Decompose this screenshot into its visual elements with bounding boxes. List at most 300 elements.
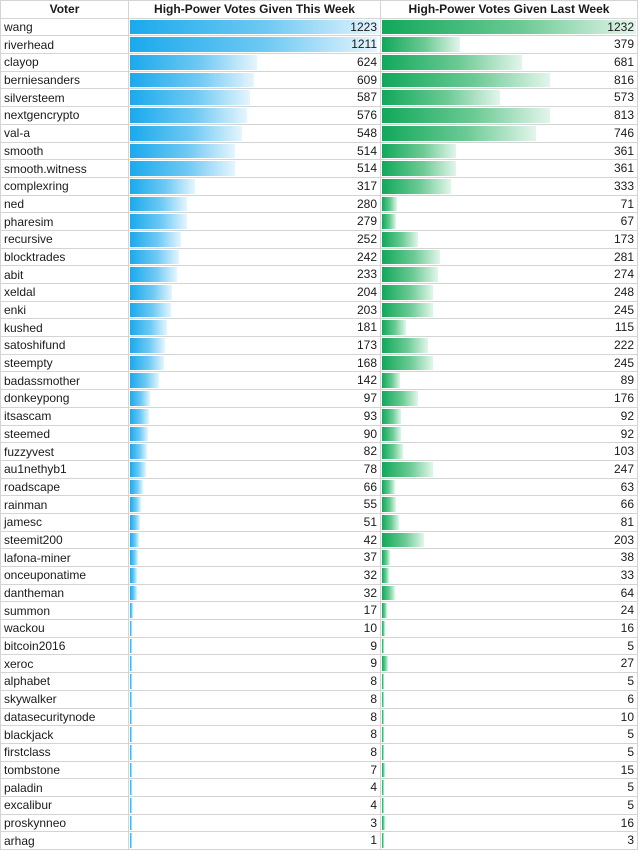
- this-week-value: 8: [370, 674, 377, 689]
- last-week-value: 103: [613, 444, 634, 459]
- last-week-data-bar: [382, 285, 433, 300]
- last-week-value: 5: [627, 797, 634, 812]
- last-week-data-bar: [382, 144, 456, 159]
- this-week-data-bar: [130, 126, 242, 141]
- this-week-data-bar: [130, 674, 132, 689]
- last-week-cell: [381, 832, 638, 850]
- voter-name: proskynneo: [1, 814, 129, 832]
- last-week-cell: [381, 531, 638, 549]
- this-week-value: 82: [363, 444, 377, 459]
- this-week-cell: [129, 301, 381, 319]
- this-week-cell: [129, 354, 381, 372]
- last-week-value: 274: [613, 267, 634, 282]
- last-week-cell: [381, 796, 638, 814]
- last-week-data-bar: [382, 303, 433, 318]
- last-week-data-bar: [382, 480, 395, 495]
- this-week-value: 203: [356, 302, 377, 317]
- this-week-data-bar: [130, 816, 132, 831]
- this-week-cell: [129, 637, 381, 655]
- last-week-data-bar: [382, 55, 522, 70]
- last-week-cell: [381, 142, 638, 160]
- last-week-data-bar: [382, 267, 438, 282]
- this-week-cell: [129, 832, 381, 850]
- this-week-data-bar: [130, 497, 141, 512]
- voter-name: wackou: [1, 620, 129, 638]
- this-week-data-bar: [130, 144, 235, 159]
- this-week-data-bar: [130, 480, 143, 495]
- this-week-data-bar: [130, 161, 235, 176]
- voter-name: bitcoin2016: [1, 637, 129, 655]
- last-week-cell: [381, 708, 638, 726]
- last-week-value: 681: [613, 55, 634, 70]
- this-week-value: 9: [370, 638, 377, 653]
- this-week-cell: [129, 673, 381, 691]
- this-week-value: 10: [363, 621, 377, 636]
- this-week-value: 1211: [351, 37, 377, 52]
- this-week-data-bar: [130, 462, 146, 477]
- last-week-cell: [381, 513, 638, 531]
- last-week-cell: [381, 407, 638, 425]
- this-week-data-bar: [130, 533, 139, 548]
- last-week-cell: [381, 248, 638, 266]
- this-week-data-bar: [130, 639, 132, 654]
- last-week-data-bar: [382, 586, 395, 601]
- last-week-value: 63: [620, 479, 634, 494]
- this-week-value: 317: [356, 178, 377, 193]
- this-week-value: 8: [370, 709, 377, 724]
- last-week-cell: [381, 478, 638, 496]
- voter-name: enki: [1, 301, 129, 319]
- this-week-cell: [129, 496, 381, 514]
- last-week-value: 92: [620, 426, 634, 441]
- voter-name: blackjack: [1, 726, 129, 744]
- voter-name: abit: [1, 266, 129, 284]
- table-row: [1, 213, 638, 231]
- this-week-data-bar: [130, 515, 140, 530]
- this-week-cell: [129, 443, 381, 461]
- last-week-cell: [381, 779, 638, 797]
- voter-name: silversteem: [1, 89, 129, 107]
- this-week-value: 8: [370, 691, 377, 706]
- table-row: [1, 655, 638, 673]
- this-week-cell: [129, 690, 381, 708]
- table-row: [1, 478, 638, 496]
- this-week-data-bar: [130, 745, 132, 760]
- this-week-cell: [129, 230, 381, 248]
- table-row: [1, 124, 638, 142]
- this-week-value: 3: [370, 815, 377, 830]
- this-week-value: 204: [356, 285, 377, 299]
- table-row: [1, 390, 638, 408]
- this-week-data-bar: [130, 780, 132, 795]
- last-week-cell: [381, 301, 638, 319]
- last-week-value: 24: [620, 603, 634, 618]
- last-week-value: 64: [620, 585, 634, 600]
- voter-name: recursive: [1, 230, 129, 248]
- voter-name: nextgencrypto: [1, 107, 129, 125]
- this-week-data-bar: [130, 833, 132, 848]
- last-week-cell: [381, 443, 638, 461]
- voter-name: badassmother: [1, 372, 129, 390]
- table-row: [1, 761, 638, 779]
- this-week-data-bar: [130, 373, 159, 388]
- this-week-cell: [129, 513, 381, 531]
- voter-name: donkeypong: [1, 390, 129, 408]
- last-week-cell: [381, 743, 638, 761]
- last-week-value: 573: [613, 90, 634, 105]
- this-week-data-bar: [130, 73, 254, 88]
- header-this-week: High-Power Votes Given This Week: [129, 1, 381, 19]
- last-week-value: 245: [613, 302, 634, 317]
- voter-name: smooth.witness: [1, 160, 129, 178]
- last-week-cell: [381, 460, 638, 478]
- this-week-data-bar: [130, 656, 132, 671]
- last-week-data-bar: [382, 161, 456, 176]
- this-week-value: 42: [363, 532, 377, 547]
- last-week-cell: [381, 319, 638, 337]
- last-week-cell: [381, 284, 638, 302]
- voter-name: berniesanders: [1, 71, 129, 89]
- last-week-value: 27: [620, 656, 634, 671]
- voter-name: clayop: [1, 54, 129, 72]
- table-row: [1, 177, 638, 195]
- this-week-cell: [129, 726, 381, 744]
- voter-name: datasecuritynode: [1, 708, 129, 726]
- last-week-value: 5: [627, 727, 634, 742]
- this-week-data-bar: [130, 603, 133, 618]
- this-week-value: 242: [356, 249, 377, 264]
- this-week-data-bar: [130, 108, 247, 123]
- this-week-cell: [129, 124, 381, 142]
- last-week-value: 5: [627, 674, 634, 689]
- last-week-data-bar: [382, 444, 403, 459]
- this-week-value: 1: [370, 833, 377, 848]
- table-row: [1, 832, 638, 850]
- this-week-value: 32: [363, 585, 377, 600]
- last-week-value: 115: [614, 320, 634, 335]
- this-week-data-bar: [130, 267, 177, 282]
- last-week-cell: [381, 620, 638, 638]
- this-week-data-bar: [130, 409, 149, 424]
- this-week-value: 168: [356, 355, 377, 370]
- this-week-value: 4: [370, 780, 377, 795]
- voter-name: fuzzyvest: [1, 443, 129, 461]
- last-week-data-bar: [382, 816, 385, 831]
- this-week-cell: [129, 655, 381, 673]
- last-week-data-bar: [382, 90, 500, 105]
- table-body: [1, 18, 638, 849]
- table-row: [1, 708, 638, 726]
- this-week-value: 181: [356, 320, 377, 335]
- last-week-value: 379: [613, 37, 634, 52]
- last-week-value: 281: [613, 249, 634, 264]
- this-week-value: 548: [356, 125, 377, 140]
- last-week-cell: [381, 814, 638, 832]
- last-week-value: 15: [620, 762, 634, 777]
- this-week-value: 576: [356, 108, 377, 123]
- last-week-data-bar: [382, 37, 460, 52]
- last-week-data-bar: [382, 833, 384, 848]
- voter-name: excalibur: [1, 796, 129, 814]
- last-week-cell: [381, 71, 638, 89]
- this-week-cell: [129, 567, 381, 585]
- this-week-value: 587: [356, 90, 377, 105]
- this-week-value: 17: [363, 603, 377, 618]
- this-week-cell: [129, 284, 381, 302]
- this-week-data-bar: [130, 55, 257, 70]
- last-week-value: 5: [627, 780, 634, 795]
- table-row: [1, 354, 638, 372]
- this-week-data-bar: [130, 586, 137, 601]
- table-row: [1, 796, 638, 814]
- last-week-data-bar: [382, 550, 390, 565]
- header-last-week: High-Power Votes Given Last Week: [381, 1, 638, 19]
- last-week-cell: [381, 36, 638, 54]
- this-week-value: 252: [356, 231, 377, 246]
- last-week-value: 813: [613, 108, 634, 123]
- table-row: [1, 407, 638, 425]
- voter-name: lafona-miner: [1, 549, 129, 567]
- last-week-value: 10: [620, 709, 634, 724]
- last-week-cell: [381, 425, 638, 443]
- table-row: [1, 107, 638, 125]
- table-row: [1, 673, 638, 691]
- last-week-value: 89: [620, 373, 634, 388]
- this-week-value: 78: [363, 461, 377, 476]
- last-week-cell: [381, 637, 638, 655]
- voter-name: roadscape: [1, 478, 129, 496]
- table-row: [1, 602, 638, 620]
- last-week-value: 245: [613, 355, 634, 370]
- last-week-cell: [381, 354, 638, 372]
- voter-name: steemed: [1, 425, 129, 443]
- this-week-data-bar: [130, 444, 147, 459]
- last-week-value: 746: [613, 125, 634, 140]
- this-week-cell: [129, 195, 381, 213]
- this-week-cell: [129, 620, 381, 638]
- header-row: [1, 1, 638, 19]
- this-week-data-bar: [130, 90, 250, 105]
- voter-name: steempty: [1, 354, 129, 372]
- voter-name: jamesc: [1, 513, 129, 531]
- last-week-cell: [381, 567, 638, 585]
- last-week-data-bar: [382, 338, 428, 353]
- this-week-value: 514: [356, 161, 377, 176]
- this-week-cell: [129, 407, 381, 425]
- this-week-data-bar: [130, 568, 137, 583]
- last-week-data-bar: [382, 179, 451, 194]
- table-row: [1, 496, 638, 514]
- this-week-data-bar: [130, 214, 187, 229]
- last-week-data-bar: [382, 214, 396, 229]
- last-week-cell: [381, 213, 638, 231]
- this-week-data-bar: [130, 37, 377, 52]
- last-week-value: 203: [613, 532, 634, 547]
- this-week-value: 142: [356, 373, 377, 388]
- this-week-data-bar: [130, 320, 167, 335]
- this-week-value: 66: [363, 479, 377, 494]
- last-week-value: 38: [620, 550, 634, 565]
- table-row: [1, 372, 638, 390]
- this-week-cell: [129, 460, 381, 478]
- voter-name: val-a: [1, 124, 129, 142]
- voter-name: kushed: [1, 319, 129, 337]
- last-week-value: 333: [613, 178, 634, 193]
- last-week-cell: [381, 160, 638, 178]
- this-week-cell: [129, 478, 381, 496]
- table-row: [1, 443, 638, 461]
- last-week-value: 361: [613, 143, 634, 158]
- table-row: [1, 301, 638, 319]
- table-row: [1, 230, 638, 248]
- last-week-cell: [381, 673, 638, 691]
- last-week-data-bar: [382, 515, 399, 530]
- this-week-cell: [129, 36, 381, 54]
- last-week-value: 5: [627, 638, 634, 653]
- last-week-cell: [381, 18, 638, 36]
- voter-name: tombstone: [1, 761, 129, 779]
- last-week-data-bar: [382, 373, 400, 388]
- last-week-data-bar: [382, 745, 384, 760]
- voter-name: arhag: [1, 832, 129, 850]
- this-week-cell: [129, 54, 381, 72]
- last-week-data-bar: [382, 232, 418, 247]
- last-week-cell: [381, 390, 638, 408]
- last-week-data-bar: [382, 798, 384, 813]
- this-week-data-bar: [130, 710, 132, 725]
- voter-name: onceuponatime: [1, 567, 129, 585]
- this-week-cell: [129, 89, 381, 107]
- last-week-cell: [381, 337, 638, 355]
- this-week-data-bar: [130, 727, 132, 742]
- table-row: [1, 743, 638, 761]
- this-week-data-bar: [130, 250, 179, 265]
- last-week-data-bar: [382, 250, 440, 265]
- this-week-cell: [129, 743, 381, 761]
- voter-name: steemit200: [1, 531, 129, 549]
- last-week-data-bar: [382, 73, 550, 88]
- last-week-data-bar: [382, 727, 384, 742]
- last-week-data-bar: [382, 621, 385, 636]
- voter-name: au1nethyb1: [1, 460, 129, 478]
- table-row: [1, 690, 638, 708]
- this-week-cell: [129, 213, 381, 231]
- last-week-value: 173: [613, 231, 634, 246]
- last-week-cell: [381, 726, 638, 744]
- this-week-data-bar: [130, 692, 132, 707]
- voter-name: paladin: [1, 779, 129, 797]
- this-week-value: 280: [356, 196, 377, 211]
- table-row: [1, 726, 638, 744]
- this-week-data-bar: [130, 391, 150, 406]
- last-week-data-bar: [382, 427, 401, 442]
- last-week-data-bar: [382, 320, 406, 335]
- this-week-value: 93: [363, 408, 377, 423]
- last-week-cell: [381, 54, 638, 72]
- last-week-value: 81: [620, 514, 634, 529]
- table-row: [1, 513, 638, 531]
- voter-name: summon: [1, 602, 129, 620]
- this-week-cell: [129, 71, 381, 89]
- this-week-value: 4: [370, 797, 377, 812]
- this-week-data-bar: [130, 20, 379, 35]
- this-week-cell: [129, 319, 381, 337]
- last-week-value: 3: [627, 833, 634, 848]
- this-week-data-bar: [130, 356, 164, 371]
- last-week-value: 6: [627, 691, 634, 706]
- this-week-data-bar: [130, 179, 195, 194]
- this-week-value: 32: [363, 568, 377, 582]
- this-week-value: 37: [363, 550, 377, 565]
- last-week-data-bar: [382, 674, 384, 689]
- last-week-value: 248: [613, 285, 634, 299]
- this-week-cell: [129, 708, 381, 726]
- this-week-value: 233: [356, 267, 377, 282]
- this-week-data-bar: [130, 621, 132, 636]
- table-row: [1, 284, 638, 302]
- this-week-cell: [129, 761, 381, 779]
- table-row: [1, 248, 638, 266]
- table-row: [1, 814, 638, 832]
- voter-name: riverhead: [1, 36, 129, 54]
- table-row: [1, 337, 638, 355]
- last-week-cell: [381, 496, 638, 514]
- last-week-cell: [381, 690, 638, 708]
- this-week-cell: [129, 425, 381, 443]
- this-week-cell: [129, 18, 381, 36]
- this-week-cell: [129, 142, 381, 160]
- this-week-data-bar: [130, 197, 187, 212]
- table-row: [1, 54, 638, 72]
- table-row: [1, 18, 638, 36]
- table-row: [1, 36, 638, 54]
- this-week-cell: [129, 584, 381, 602]
- this-week-data-bar: [130, 303, 171, 318]
- last-week-cell: [381, 230, 638, 248]
- last-week-data-bar: [382, 409, 401, 424]
- last-week-value: 66: [620, 497, 634, 512]
- last-week-cell: [381, 549, 638, 567]
- voter-name: blocktrades: [1, 248, 129, 266]
- last-week-data-bar: [382, 497, 396, 512]
- table-row: [1, 460, 638, 478]
- voter-name: wang: [1, 18, 129, 36]
- this-week-cell: [129, 531, 381, 549]
- this-week-cell: [129, 779, 381, 797]
- table-row: [1, 89, 638, 107]
- last-week-cell: [381, 266, 638, 284]
- voter-name: xeldal: [1, 284, 129, 302]
- last-week-cell: [381, 124, 638, 142]
- this-week-cell: [129, 337, 381, 355]
- voter-name: satoshifund: [1, 337, 129, 355]
- table-row: [1, 160, 638, 178]
- this-week-data-bar: [130, 285, 172, 300]
- this-week-value: 8: [370, 727, 377, 742]
- voter-name: alphabet: [1, 673, 129, 691]
- last-week-data-bar: [382, 692, 384, 707]
- last-week-data-bar: [382, 780, 384, 795]
- last-week-data-bar: [382, 639, 384, 654]
- this-week-cell: [129, 796, 381, 814]
- this-week-value: 173: [356, 338, 377, 353]
- this-week-value: 609: [356, 72, 377, 87]
- this-week-value: 1223: [350, 19, 377, 34]
- last-week-data-bar: [382, 763, 385, 778]
- this-week-data-bar: [130, 338, 165, 353]
- last-week-cell: [381, 655, 638, 673]
- last-week-value: 92: [620, 408, 634, 423]
